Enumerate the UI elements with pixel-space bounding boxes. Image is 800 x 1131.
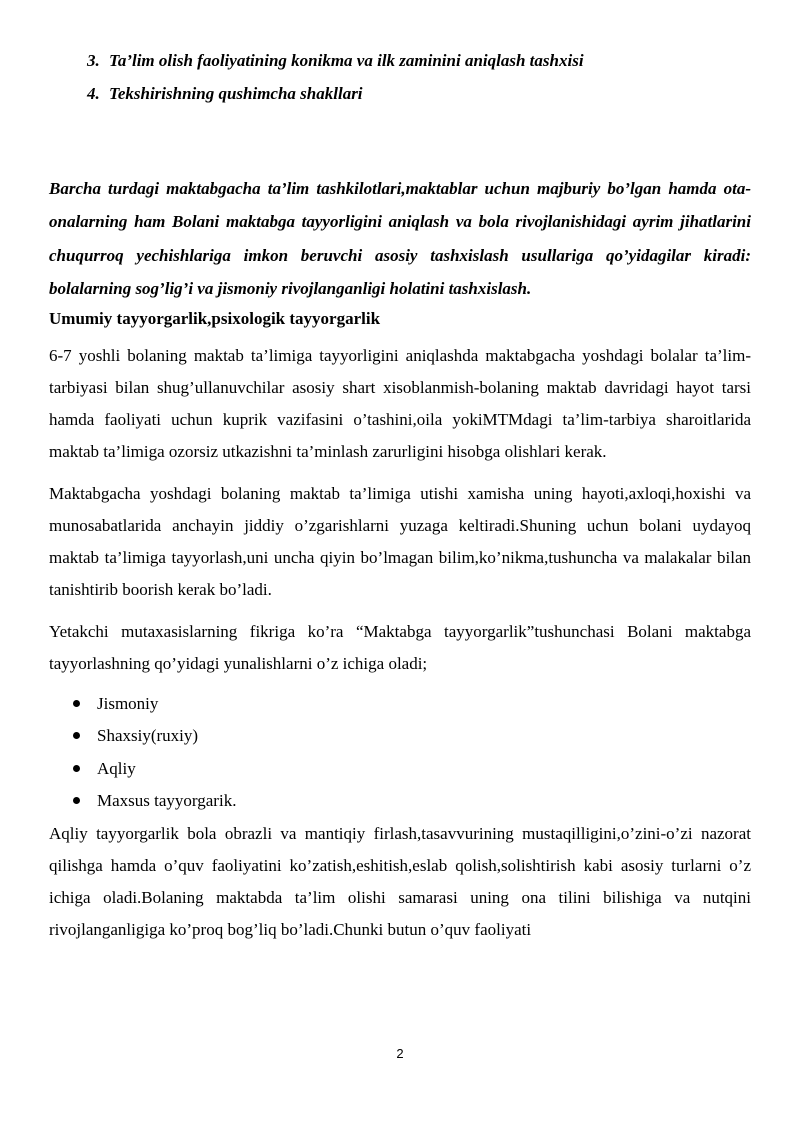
numbered-list-item [49,77,751,110]
list-item-number: 4. [87,84,100,103]
final-paragraph: Aqliy tayyorgarlik bola obrazli va mantiqiy firlash,tasavvurining mustaqilligini,o’zini-o’zi nazorat qilishga hamda o’quv faoliyatini ko’zatish,eshitish,eslab qolish,solishtirish kabi asosiy turlarni o’z ichiga oladi.Bolaning maktabda ta’lim olishi samarasi uning ona tilini bilishiga va nutqini rivojlanganligiga ko’proq bog’liq bo’ladi.Chunki butun o’quv faoliyati [49,823,751,939]
bullet-icon [73,732,80,739]
bullet-item-text: Maxsus tayyorgarik. [97,791,237,811]
list-item-text: Tekshirishning qushimcha shakllari [109,84,363,103]
list-item-number: 3. [87,51,100,70]
bullet-list-item [49,785,751,818]
body-paragraph: Maktabgacha yoshdagi bolaning maktab ta’limiga utishi xamisha uning hayoti,axloqi,hoxishi va munosabatlarida anchayin jiddiy o’zgarishlarni yuzaga keltiradi.Shuning uchun bolani uydayoq maktab ta’limiga tayyorlash,uni uncha qiyin bo’lmagan bilim,ko’nikma,tushuncha va malakalar bilan tanishtirib boorish kerak bo’ladi. [49,483,751,599]
page-number: 2 [396,1046,404,1061]
bullet-icon [73,797,80,804]
bullet-item-text: Aqliy [97,758,136,778]
bullet-icon [73,765,80,772]
bullet-item-text: Jismoniy [97,693,159,713]
body-paragraph: 6-7 yoshli bolaning maktab ta’limiga tayyorligini aniqlashda maktabgacha yoshdagi bolalar ta’lim-tarbiyasi bilan shug’ullanuvchilar asosiy shart xisoblanmish-bolaning maktab davridagi hayot tarsi hamda faoliyati uchun kuprik vazifasini o’tashini,oila yokiMTMdagi ta’lim-tarbiya sharoitlarida maktab ta’limiga ozorsiz utkazishni ta’minlash zarurligini hisobga olishlari kerak. [49,345,751,461]
numbered-list-item [49,44,751,77]
bullet-list-item [49,688,751,721]
intro-paragraph: Barcha turdagi maktabgacha ta’lim tashkilotlari,maktablar uchun majburiy bo’lgan hamda ota-onalarning ham Bolani maktabga tayyorligini aniqlash va bola rivojlanishidagi ayrim jihatlarini chuqurroq yechishlariga imkon beruvchi asosiy tashxislash usullariga qo’yidagilar kiradi: bolalarning sog’lig’i va jismoniy rivojlanganligi holatini tashxislash. [49,179,751,299]
body-paragraph: Yetakchi mutaxasislarning fikriga ko’ra “Maktabga tayyorgarlik”tushunchasi Bolani maktabga tayyorlashning qo’yidagi yunalishlarni o’z ichiga oladi; [49,621,751,673]
bullet-list [49,688,751,818]
bullet-list-item [49,720,751,753]
bullet-icon [73,700,80,707]
numbered-list [49,44,751,110]
bullet-list-item [49,753,751,786]
section-heading: Umumiy tayyorgarlik,psixologik tayyorgarlik [49,308,381,328]
list-item-text: Ta’lim olish faoliyatining konikma va ilk zaminini aniqlash tashxisi [109,51,584,70]
bullet-item-text: Shaxsiy(ruxiy) [97,726,199,746]
